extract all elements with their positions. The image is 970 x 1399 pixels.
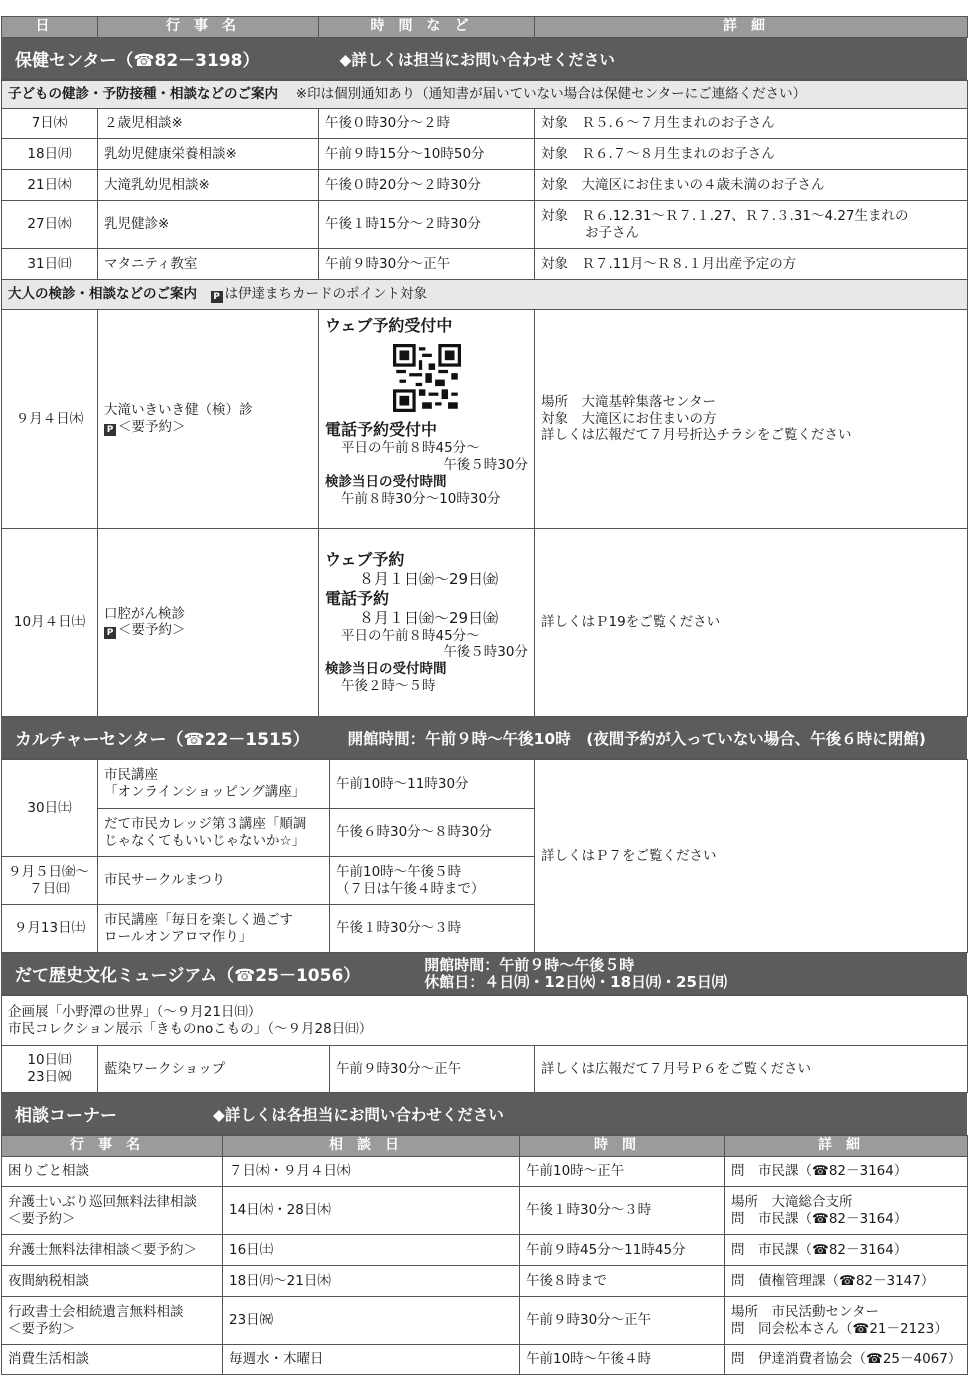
adult-note: は伊達まちカードのポイント対象 [224,286,427,302]
exhibition-row [2,996,968,1046]
row-time: 午後８時まで [520,1266,725,1297]
row-date: 30日㈯ [2,760,98,857]
detail-line: 場所 大滝総合支所 [731,1193,853,1210]
detail-more: 詳しくは広報だて７月号折込チラシをご覧ください [541,427,852,444]
col-date: 日 [2,17,98,38]
name-line: ロールオンアロマ作り」 [104,928,253,945]
row-date: ７日㈭・９月４日㈭ [223,1157,520,1187]
row-detail: 詳しくはＰ19をご覧ください [535,529,968,717]
tel-reserve-label: 電話予約 [325,588,390,608]
date-line: 10日㈰ [27,1052,72,1069]
col-time: 時間 [520,1136,725,1157]
row-date: 18日㈪ [2,139,98,170]
table-row [2,529,968,717]
row-date: 21日㈭ [2,170,98,201]
detail-target: 対象 大滝区にお住まいの方 [541,410,717,427]
row-name: 夜間納税相談 [2,1266,223,1297]
tel-hours-end: 午後５時30分 [443,644,528,661]
soudan-table [1,1135,968,1375]
row-date [2,857,98,905]
col-time: 時間など [319,17,535,38]
qr-code-icon[interactable] [393,344,461,412]
row-date: 31日㈰ [2,249,98,280]
tel-hours-end: 午後５時30分 [443,456,528,473]
detail-line: 場所 市民活動センター [731,1303,879,1320]
date-line: ９月５日㈮～ [8,863,89,880]
name-line: ＜要予約＞ [8,1320,76,1337]
culture-table [1,759,968,953]
table-row [2,1345,968,1375]
row-detail [535,310,968,529]
table-row [2,201,968,249]
row-time: 午前９時30分～正午 [319,249,535,280]
table-row [2,1297,968,1345]
row-name: マタニティ教室 [98,249,319,280]
name-line: ＜要予約＞ [8,1210,76,1227]
kids-note: ※印は個別通知あり（通知書が届いていない場合は保健センターにご連絡ください） [295,86,807,103]
table-row [2,1187,968,1235]
detail-line: 問 同会松本さん（☎21－2123） [731,1320,948,1337]
row-name [98,905,330,953]
soudan-note: ◆詳しくは各担当にお問い合わせください [213,1105,504,1124]
hoken-table [1,80,968,717]
event-name: 口腔がん検診 [104,605,185,622]
row-detail: 問 債権管理課（☎82－3147） [725,1266,968,1297]
name-line: 市民講座 [104,767,158,784]
row-name: 消費生活相談 [2,1345,223,1375]
day-hours-label: 検診当日の受付時間 [325,661,447,678]
row-date: 23日㈷ [223,1297,520,1345]
museum-title: だて歴史文化ミュージアム（☎25－1056） [15,966,361,986]
row-name: 弁護士無料法律相談＜要予約＞ [2,1235,223,1266]
row-name [2,1297,223,1345]
exhibition-info [2,996,968,1046]
museum-table [1,995,968,1093]
row-name [98,760,330,809]
name-line: 市民講座「毎日を楽しく過ごす [104,911,293,928]
table-row [2,1266,968,1297]
row-time: 午前10時～正午 [520,1157,725,1187]
date-line: 23日㈷ [27,1069,72,1085]
row-detail: 問 市民課（☎82－3164） [725,1235,968,1266]
point-icon: P [211,291,223,303]
table-row [2,310,968,529]
museum-open: 開館時間：午前９時～午後５時 [424,956,635,974]
soudan-band [1,1093,967,1135]
event-name: 大滝いきいき健（検）診 [104,402,253,419]
col-event: 行事名 [2,1136,223,1157]
kids-heading: 子どもの健診・予防接種・相談などのご案内 [8,86,278,103]
row-detail: 詳しくは広報だて７月号Ｐ６をご覧ください [535,1046,968,1093]
name-line: 「オンラインショッピング講座」 [104,784,306,800]
reservation-note: ＜要予約＞ [118,622,186,639]
hoken-band [1,38,967,80]
culture-title: カルチャーセンター（☎22－1515） [15,730,310,750]
row-date: 18日㈪～21日㈭ [223,1266,520,1297]
row-name: 大滝乳幼児相談※ [98,170,319,201]
museum-band [1,953,967,995]
row-time: 午前10時～11時30分 [330,760,535,809]
row-time [319,529,535,717]
row-time: 午前９時45分～11時45分 [520,1235,725,1266]
row-time: 午後０時30分～２時 [319,109,535,139]
hoken-title: 保健センター（☎82－3198） [15,51,260,71]
exhibition-line: 企画展「小野潭の世界」（～９月21日㈰） [8,1003,262,1020]
row-detail-line: 対象 Ｒ６.12.31～Ｒ７.１.27、Ｒ７.３.31～4.27生まれの [541,207,909,224]
soudan-title: 相談コーナー [15,1106,117,1126]
hoken-note: ◆詳しくは担当にお問い合わせください [339,50,615,69]
row-detail: 詳しくはＰ７をご覧ください [535,760,968,953]
exhibition-line: 市民コレクション展示「きものnoこもの」（～９月28日㈰） [8,1020,373,1037]
tel-reserve-dates: ８月１日㈮～29日㈮ [359,608,499,627]
row-date: ９月４日㈭ [2,310,98,529]
table-row [2,109,968,139]
day-hours-label: 検診当日の受付時間 [325,473,447,490]
main-header [1,16,968,38]
row-detail: 対象 Ｒ７.11月～Ｒ８.１月出産予定の方 [535,249,968,280]
row-detail: 問 伊達消費者協会（☎25－4067） [725,1345,968,1375]
detail-place: 場所 大滝基幹集落センター [541,393,716,410]
col-event: 行事名 [98,17,319,38]
kids-heading-row [2,81,968,109]
row-date: 14日㈭・28日㈭ [223,1187,520,1235]
name-line: 行政書士会相続遺言無料相談 [8,1303,184,1320]
web-reserve-label: ウェブ予約 [325,550,405,569]
table-row [2,760,968,809]
row-time: 午後１時30分～３時 [520,1187,725,1235]
adult-heading-row [2,280,968,310]
museum-hours [424,957,727,990]
col-date: 相談日 [223,1136,520,1157]
row-date: ９月13日㈯ [2,905,98,953]
time-line: （７日は午後４時まで） [336,880,485,897]
row-time: 午後０時20分～２時30分 [319,170,535,201]
row-name [98,529,319,717]
table-row [2,139,968,170]
tel-hours: 平日の午前８時45分～ [341,440,480,456]
row-name: 乳幼児健康栄養相談※ [98,139,319,170]
row-date: 7日㈭ [2,109,98,139]
row-date: 27日㈬ [2,201,98,249]
col-detail: 詳細 [535,17,968,38]
day-hours: 午後２時～５時 [341,678,436,695]
date-line: ７日㈰ [29,880,70,897]
table-row [2,1235,968,1266]
row-name: 市民サークルまつり [98,857,330,905]
reservation-note: ＜要予約＞ [118,418,186,435]
row-time: 午前９時15分～10時50分 [319,139,535,170]
row-time: 午前９時30分～正午 [330,1046,535,1093]
web-reserve-dates: ８月１日㈮～29日㈮ [359,570,499,588]
row-time: 午後６時30分～８時30分 [330,809,535,857]
name-line: じゃなくてもいいじゃないか☆」 [104,832,306,849]
row-time: 午後１時30分～３時 [330,905,535,953]
row-name: 困りごと相談 [2,1157,223,1187]
row-detail-line: お子さん [585,224,639,241]
table-row [2,1046,968,1093]
adult-heading: 大人の検診・相談などのご案内 [8,286,197,302]
time-line: 午前10時～午後５時 [336,863,462,880]
name-line: だて市民カレッジ第３講座「順調 [104,815,307,832]
web-reserve-label: ウェブ予約受付中 [325,316,453,335]
row-detail [725,1187,968,1235]
row-name: 藍染ワークショップ [98,1046,330,1093]
detail-line: 問 市民課（☎82－3164） [731,1210,908,1227]
museum-closed: 休館日：４日㈪・12日㈫・18日㈪・25日㈪ [424,972,727,991]
row-time: 午前10時～午後４時 [520,1345,725,1375]
row-detail: 対象 大滝区にお住まいの４歳未満のお子さん [535,170,968,201]
row-detail [535,201,968,249]
row-date: 16日㈯ [223,1235,520,1266]
row-date: 毎週水・木曜日 [223,1345,520,1375]
table-row [2,1157,968,1187]
row-time: 午後１時15分～２時30分 [319,201,535,249]
point-icon: P [104,627,116,639]
row-detail: 対象 Ｒ５.６～７月生まれのお子さん [535,109,968,139]
row-detail: 対象 Ｒ６.７～８月生まれのお子さん [535,139,968,170]
tel-reserve-label: 電話予約受付中 [325,420,438,439]
row-detail [725,1297,968,1345]
row-name [2,1187,223,1235]
table-row [2,249,968,280]
name-line: 弁護士いぶり巡回無料法律相談 [8,1193,197,1210]
row-detail: 問 市民課（☎82－3164） [725,1157,968,1187]
point-icon: P [104,424,116,436]
col-detail: 詳細 [725,1136,968,1157]
culture-band [1,717,967,759]
row-time [319,310,535,529]
row-name: ２歳児相談※ [98,109,319,139]
row-name [98,809,330,857]
row-date: 10月４日㈯ [2,529,98,717]
row-name [98,310,319,529]
tel-hours: 平日の午前８時45分～ [341,627,480,644]
day-hours: 午前８時30分～10時30分 [341,490,501,507]
schedule-page [1,16,967,1375]
culture-hours: 開館時間：午前９時～午後10時 (夜間予約が入っていない場合、午後６時に閉館) [347,729,926,748]
row-time: 午前９時30分～正午 [520,1297,725,1345]
row-date [2,1046,98,1093]
table-row [2,170,968,201]
row-time [330,857,535,905]
row-name: 乳児健診※ [98,201,319,249]
